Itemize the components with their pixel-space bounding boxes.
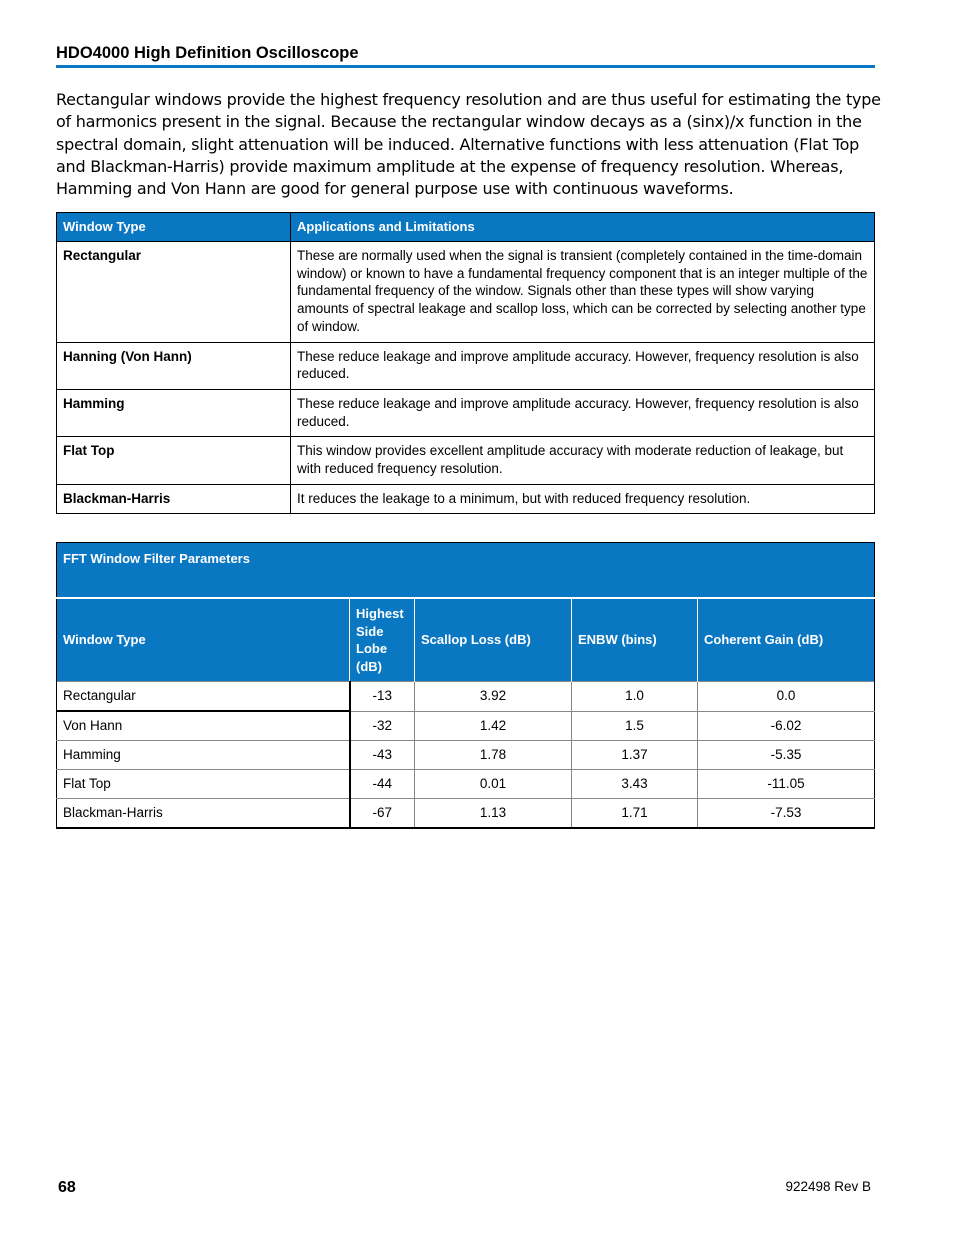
column-header-enbw: ENBW (bins) (572, 598, 698, 682)
cell-scallop-loss: 0.01 (415, 770, 572, 799)
table-row (57, 770, 875, 799)
column-header-side-lobe (350, 598, 415, 682)
window-name-cell: Blackman-Harris (57, 484, 291, 514)
intro-paragraph: Rectangular windows provide the highest frequency resolution and are thus useful for estimating the type of harmonics present in the signal. Because the rectangular window decays as a (sinx)/x function in the spectral domain, slight attenuation will be induced. Alternative functions with less attenuation (Flat Top and Blackman-Harris) provide maximum amplitude at the expense of frequency resolution. Whereas, Hamming and Von Hann are good for general purpose use with continuous waveforms. (56, 90, 881, 199)
window-name-cell: Hanning (Von Hann) (57, 342, 291, 389)
cell-side-lobe: -32 (350, 711, 415, 741)
window-types-table (56, 212, 875, 514)
table-header-row (57, 213, 875, 242)
column-header-window-type: Window Type (57, 213, 291, 242)
document-revision: 922498 Rev B (785, 1179, 871, 1194)
table-row (57, 682, 875, 712)
cell-enbw: 1.71 (572, 799, 698, 829)
table-row (57, 799, 875, 829)
cell-window-type: Flat Top (57, 770, 350, 799)
cell-coherent-gain: 0.0 (698, 682, 875, 712)
cell-scallop-loss: 1.13 (415, 799, 572, 829)
cell-side-lobe: -67 (350, 799, 415, 829)
cell-coherent-gain: -11.05 (698, 770, 875, 799)
table-header-row (57, 598, 875, 682)
column-header-coherent-gain: Coherent Gain (dB) (698, 598, 875, 682)
cell-side-lobe: -44 (350, 770, 415, 799)
window-desc-cell: These reduce leakage and improve amplitude accuracy. However, frequency resolution is also reduced. (291, 389, 875, 436)
column-header-window-type: Window Type (57, 598, 350, 682)
cell-enbw: 3.43 (572, 770, 698, 799)
cell-coherent-gain: -5.35 (698, 741, 875, 770)
table-row (57, 484, 875, 514)
cell-side-lobe: -43 (350, 741, 415, 770)
window-desc-cell: This window provides excellent amplitude accuracy with moderate reduction of leakage, but with reduced frequency resolution. (291, 437, 875, 484)
table-row (57, 437, 875, 484)
column-header-applications: Applications and Limitations (291, 213, 875, 242)
table-row (57, 242, 875, 343)
window-name-cell: Flat Top (57, 437, 291, 484)
page-header-title: HDO4000 High Definition Oscilloscope (56, 44, 359, 62)
cell-coherent-gain: -7.53 (698, 799, 875, 829)
cell-side-lobe: -13 (350, 682, 415, 712)
table-row (57, 389, 875, 436)
table-row (57, 342, 875, 389)
window-desc-cell: These are normally used when the signal is transient (completely contained in the time-domain window) or known to have a fundamental frequency component that is an integer multiple of the fundamental frequency of the window. Signals other than these types will show varying amounts of spectral leakage and scallop loss, which can be corrected by selecting another type of window. (291, 242, 875, 343)
cell-enbw: 1.37 (572, 741, 698, 770)
side-lobe-header-text: Highest Side Lobe (dB) (356, 606, 404, 674)
cell-window-type: Von Hann (57, 711, 350, 741)
cell-enbw: 1.0 (572, 682, 698, 712)
cell-window-type: Rectangular (57, 682, 350, 712)
table-row (57, 711, 875, 741)
cell-scallop-loss: 1.42 (415, 711, 572, 741)
cell-window-type: Blackman-Harris (57, 799, 350, 829)
table-caption: FFT Window Filter Parameters (57, 543, 875, 599)
table-caption-row (57, 543, 875, 599)
window-desc-cell: It reduces the leakage to a minimum, but with reduced frequency resolution. (291, 484, 875, 514)
header-divider (56, 65, 875, 68)
cell-enbw: 1.5 (572, 711, 698, 741)
cell-window-type: Hamming (57, 741, 350, 770)
table-row (57, 741, 875, 770)
cell-scallop-loss: 3.92 (415, 682, 572, 712)
page-number: 68 (58, 1179, 76, 1196)
window-name-cell: Rectangular (57, 242, 291, 343)
window-desc-cell: These reduce leakage and improve amplitude accuracy. However, frequency resolution is also reduced. (291, 342, 875, 389)
cell-coherent-gain: -6.02 (698, 711, 875, 741)
window-name-cell: Hamming (57, 389, 291, 436)
fft-parameters-table (56, 542, 875, 829)
column-header-scallop-loss: Scallop Loss (dB) (415, 598, 572, 682)
cell-scallop-loss: 1.78 (415, 741, 572, 770)
